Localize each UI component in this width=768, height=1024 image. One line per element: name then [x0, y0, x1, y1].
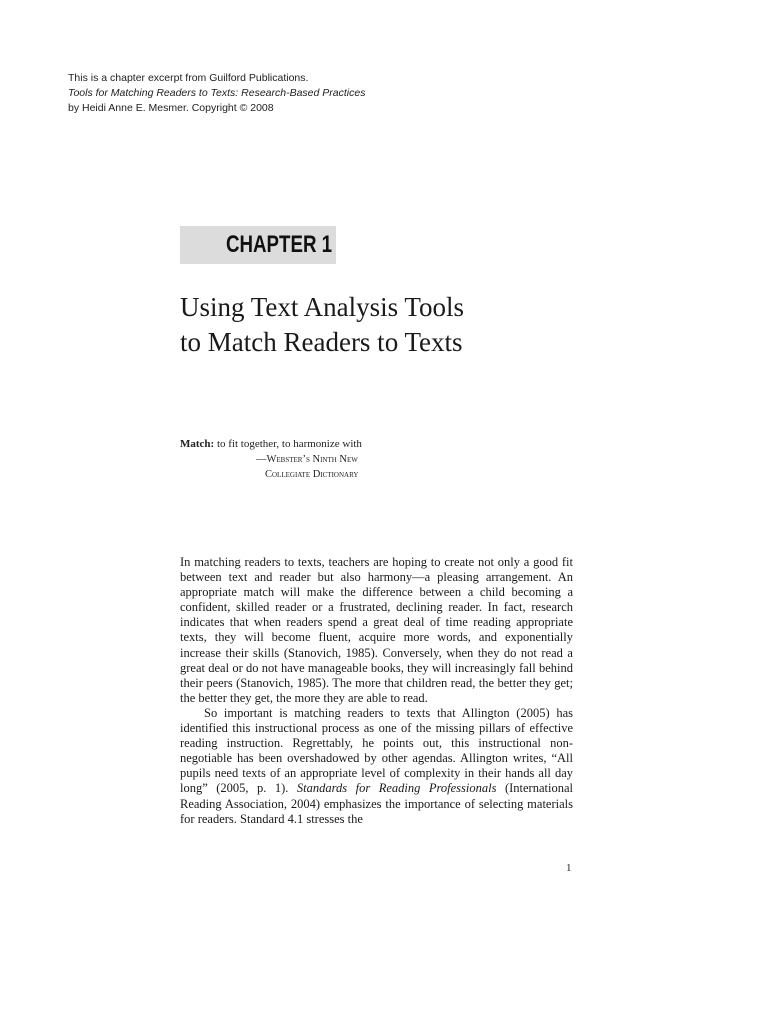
chapter-title — [180, 290, 464, 360]
excerpt-line-book-title: Tools for Matching Readers to Texts: Research-Based Practices — [68, 87, 366, 99]
body-paragraph-2-cited-title: Standards for Reading Professionals — [296, 781, 497, 796]
epigraph-definition-line — [180, 437, 362, 452]
epigraph-source-line-1: —Webster’s Ninth New — [256, 454, 358, 465]
body-text — [180, 555, 573, 827]
body-paragraph-2-part-2: (International Reading Association, 2004) emphasizes the importance of selecting materials for readers. Standard 4.1 stresses the — [180, 781, 573, 826]
chapter-title-line-1: Using Text Analysis Tools — [180, 292, 465, 322]
excerpt-line-publisher: This is a chapter excerpt from Guilford Publications. — [68, 72, 309, 84]
page-number: 1 — [566, 862, 572, 874]
chapter-label: CHAPTER 1 — [226, 231, 333, 258]
body-paragraph-1: In matching readers to texts, teachers are hoping to create not only a good fit between text and reader but also harmony—a pleasing arrangement. An appropriate match will make the difference between a child becoming a confident, skilled reader or a frustrated, declining reader. In fact, research indicates that when readers spend a great deal of time reading appropriate texts, they will become fluent, acquire more words, and exponentially increase their skills (Stanovich, 1985). Conversely, when they do not read a great deal or do not have manageable books, they will increasingly fall behind their peers (Stanovich, 1985). The more that children read, the better they get; the better they get, the more they are able to read. — [180, 555, 573, 705]
chapter-title-line-2: to Match Readers to Texts — [180, 327, 463, 357]
epigraph-definition: to fit together, to harmonize with — [214, 438, 362, 450]
epigraph-term: Match: — [180, 438, 215, 450]
body-paragraph-2-part-1: So important is matching readers to texts that Allington (2005) has identified this instructional process as one of the missing pillars of effective reading instruction. Regrettably, he points out, this instructional non-negotiable has been overshadowed by other agendas. Allington writes, “All pupils need texts of an appropriate level of complexity in their hands all day long” (2005, p. 1). — [180, 705, 573, 796]
excerpt-line-author: by Heidi Anne E. Mesmer. Copyright © 2008 — [68, 102, 274, 114]
body-paragraph-2 — [180, 706, 573, 827]
excerpt-note — [68, 71, 365, 116]
epigraph — [180, 437, 362, 480]
epigraph-source-line-2: Collegiate Dictionary — [265, 469, 359, 480]
